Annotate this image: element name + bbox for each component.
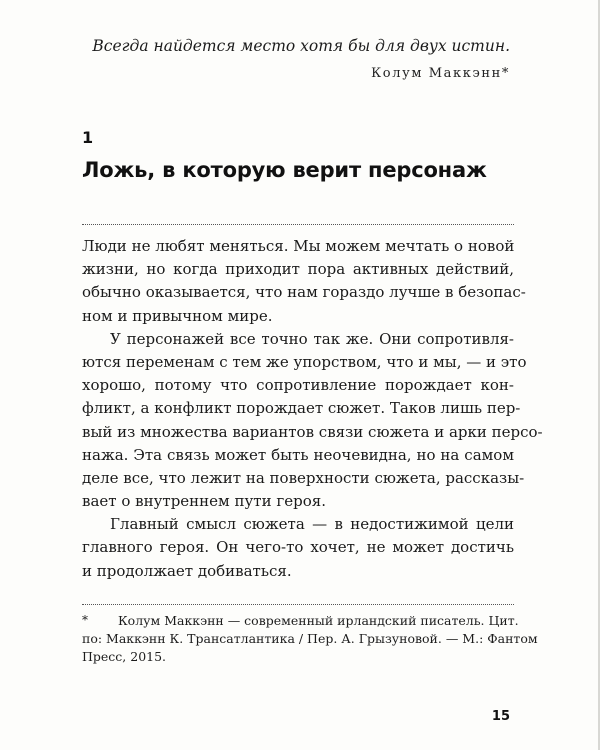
text-line: ются переменам с тем же упорством, что и мы, — и это	[82, 352, 527, 371]
text-line: вый из множества вариантов связи сюжета и арки персо-	[82, 422, 543, 441]
text-line: хорошо, потому что сопротивление порождает кон-	[82, 376, 514, 395]
text-line: и продолжает добиваться.	[82, 561, 292, 580]
epigraph-author: Колум Маккэнн*	[371, 66, 510, 81]
chapter-title: Ложь, в которую верит персонаж	[82, 158, 487, 182]
footnote-line: по: Маккэнн К. Трансатлантика / Пер. А. Грызуновой. — М.: Фантом	[82, 631, 538, 646]
text-line: ном и привычном мире.	[82, 306, 273, 325]
text-line: главного героя. Он чего-то хочет, не может достичь	[82, 538, 514, 557]
text-line: нажа. Эта связь может быть неочевидна, но на самом	[82, 445, 514, 464]
epigraph	[92, 36, 510, 81]
text-line: вает о внутреннем пути героя.	[82, 492, 326, 511]
dotted-divider-top	[82, 224, 514, 225]
chapter-number: 1	[82, 128, 94, 147]
text-line: Главный смысл сюжета — в недостижимой цели	[110, 515, 514, 534]
footnote-line: Пресс, 2015.	[82, 649, 167, 664]
text-line: фликт, а конфликт порождает сюжет. Таков лишь пер-	[82, 399, 521, 418]
footnote-mark: *	[82, 613, 88, 627]
footnote-line: Колум Маккэнн — современный ирландский писатель. Цит.	[118, 613, 519, 628]
body-text	[82, 235, 543, 583]
text-line: У персонажей все точно так же. Они сопротивля-	[110, 329, 514, 348]
text-line: деле все, что лежит на поверхности сюжета, рассказы-	[82, 468, 525, 487]
text-line: жизни, но когда приходит пора активных действий,	[82, 260, 514, 279]
page-number: 15	[491, 709, 510, 724]
dotted-divider-footnote	[82, 604, 514, 605]
footnote	[82, 612, 538, 666]
epigraph-quote: Всегда найдется место хотя бы для двух истин.	[92, 37, 510, 55]
text-line: Люди не любят меняться. Мы можем мечтать о новой	[82, 237, 515, 255]
text-line: обычно оказывается, что нам гораздо лучше в безопас-	[82, 283, 526, 302]
